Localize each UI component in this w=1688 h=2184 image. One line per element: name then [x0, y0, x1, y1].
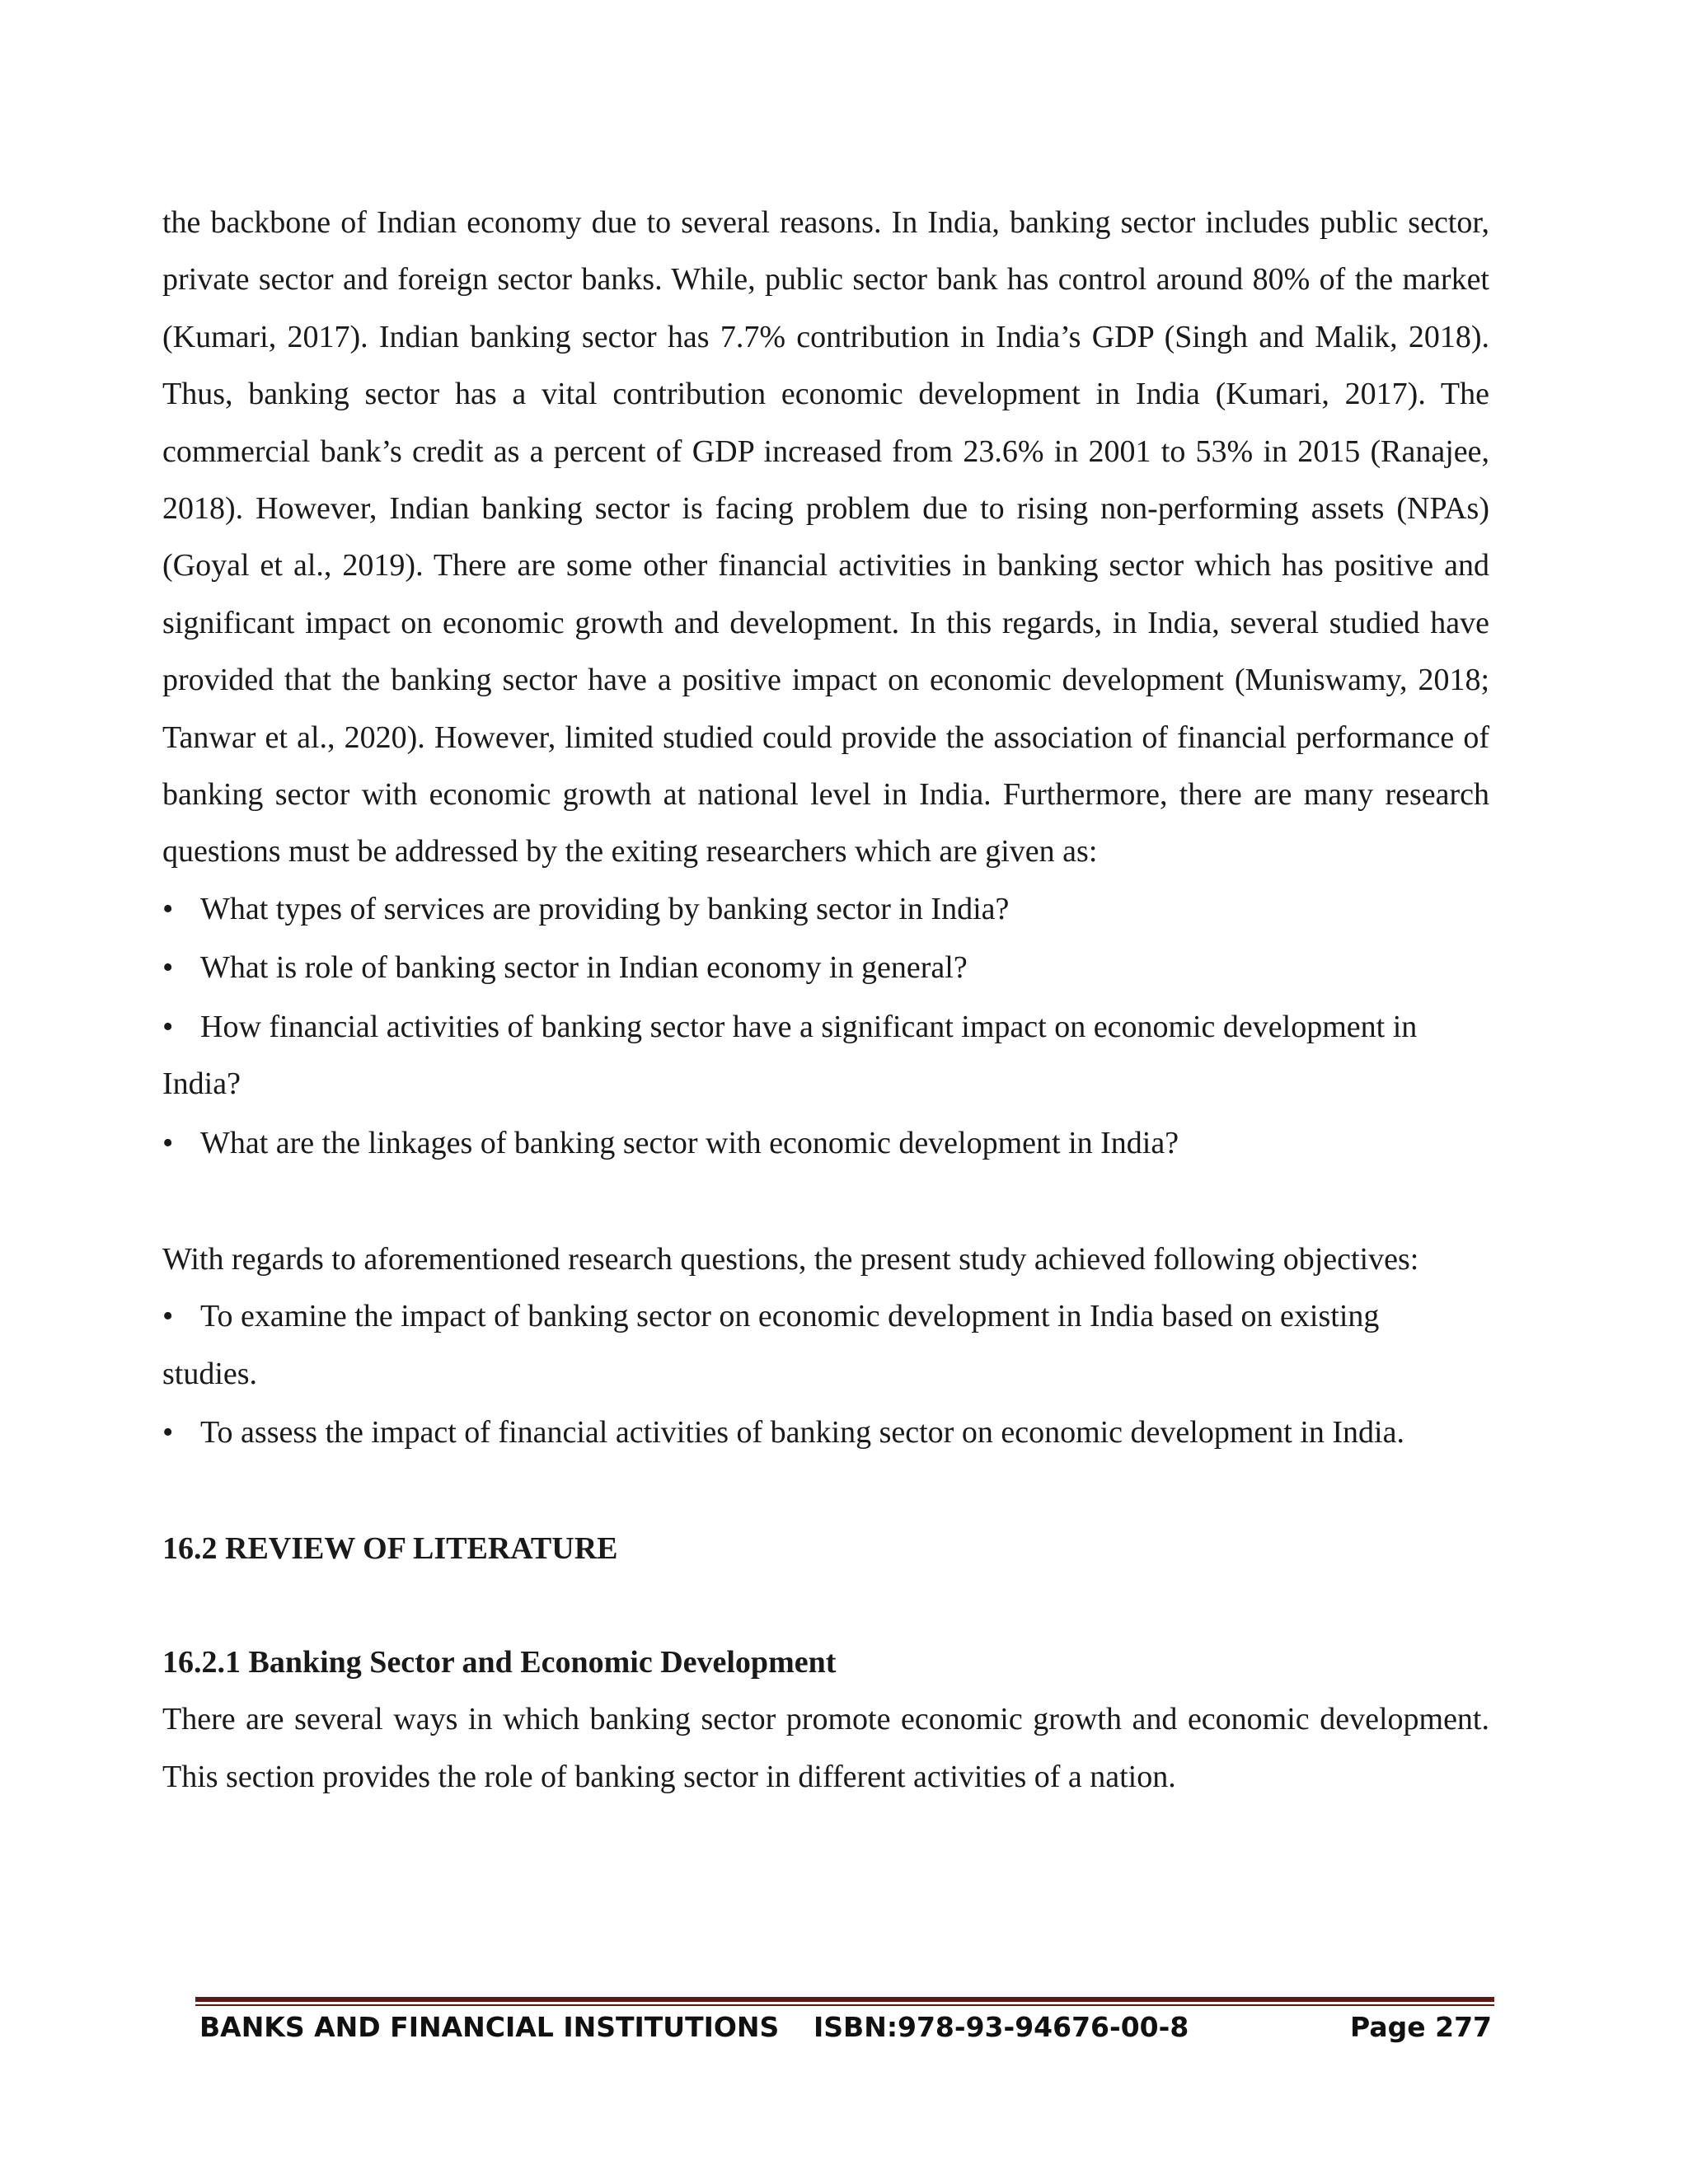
question-text-continued: India? — [162, 1066, 241, 1102]
list-item — [162, 940, 1489, 996]
footer-isbn: ISBN:978-93-94676-00-8 — [814, 2011, 1189, 2043]
subsection-heading: 16.2.1 Banking Sector and Economic Development — [162, 1644, 837, 1680]
objective-text: To assess the impact of financial activities of banking sector on economic development in India. — [200, 1415, 1404, 1451]
objective-text: To examine the impact of banking sector on economic development in India based on existing — [200, 1299, 1380, 1334]
question-text: What are the linkages of banking sector with economic development in India? — [200, 1125, 1179, 1160]
footer-book-title: BANKS AND FINANCIAL INSTITUTIONS — [199, 2011, 780, 2043]
list-item — [162, 881, 1489, 938]
intro-paragraph: the backbone of Indian economy due to several reasons. In India, banking sector includes public sector, private sector and foreign sector banks. While, public sector bank has control around 80% of the market (Kumari, 2017). Indian banking sector has 7.7% contribution in India’s GDP (Singh and Malik, 2018). Thus, banking sector has a vital contribution economic development in India (Kumari, 2017). The commercial bank’s credit as a percent of GDP increased from 23.6% in 2001 to 53% in 2015 (Ranajee, 2018). However, Indian banking sector is facing problem due to rising non-performing assets (NPAs) (Goyal et al., 2019). There are some other financial activities in banking sector which has positive and significant impact on economic growth and development. In this regards, in India, several studied have provided that the banking sector have a positive impact on economic development (Muniswamy, 2018; Tanwar et al., 2020). However, limited studied could provide the association of financial performance of banking sector with economic growth at national level in India. Furthermore, there are many research questions must be addressed by the exiting researchers which are given as: — [162, 205, 1489, 869]
list-item — [162, 999, 1489, 1113]
objectives-intro: With regards to aforementioned research questions, the present study achieved following objectives: — [162, 1241, 1419, 1277]
question-text: What types of services are providing by banking sector in India? — [200, 891, 1010, 926]
page-body — [162, 194, 1489, 1806]
footer-divider-thin — [195, 2004, 1494, 2006]
footer-divider-thick — [195, 1997, 1494, 2002]
research-questions-list — [162, 881, 1489, 1172]
list-item — [162, 1288, 1489, 1403]
question-text: What is role of banking sector in Indian economy in general? — [200, 950, 968, 986]
subsection-paragraph: There are several ways in which banking sector promote economic growth and economic development. This section provides the role of banking sector in different activities of a nation. — [162, 1702, 1489, 1794]
question-text: How financial activities of banking sector have a significant impact on economic development in — [200, 1009, 1418, 1044]
page-footer — [199, 2011, 1492, 2052]
list-item — [162, 1404, 1489, 1461]
list-item — [162, 1115, 1489, 1172]
section-heading: 16.2 REVIEW OF LITERATURE — [162, 1530, 618, 1566]
objectives-list — [162, 1288, 1489, 1461]
objective-text-continued: studies. — [162, 1356, 258, 1391]
footer-page-number: Page 277 — [1350, 2011, 1492, 2043]
